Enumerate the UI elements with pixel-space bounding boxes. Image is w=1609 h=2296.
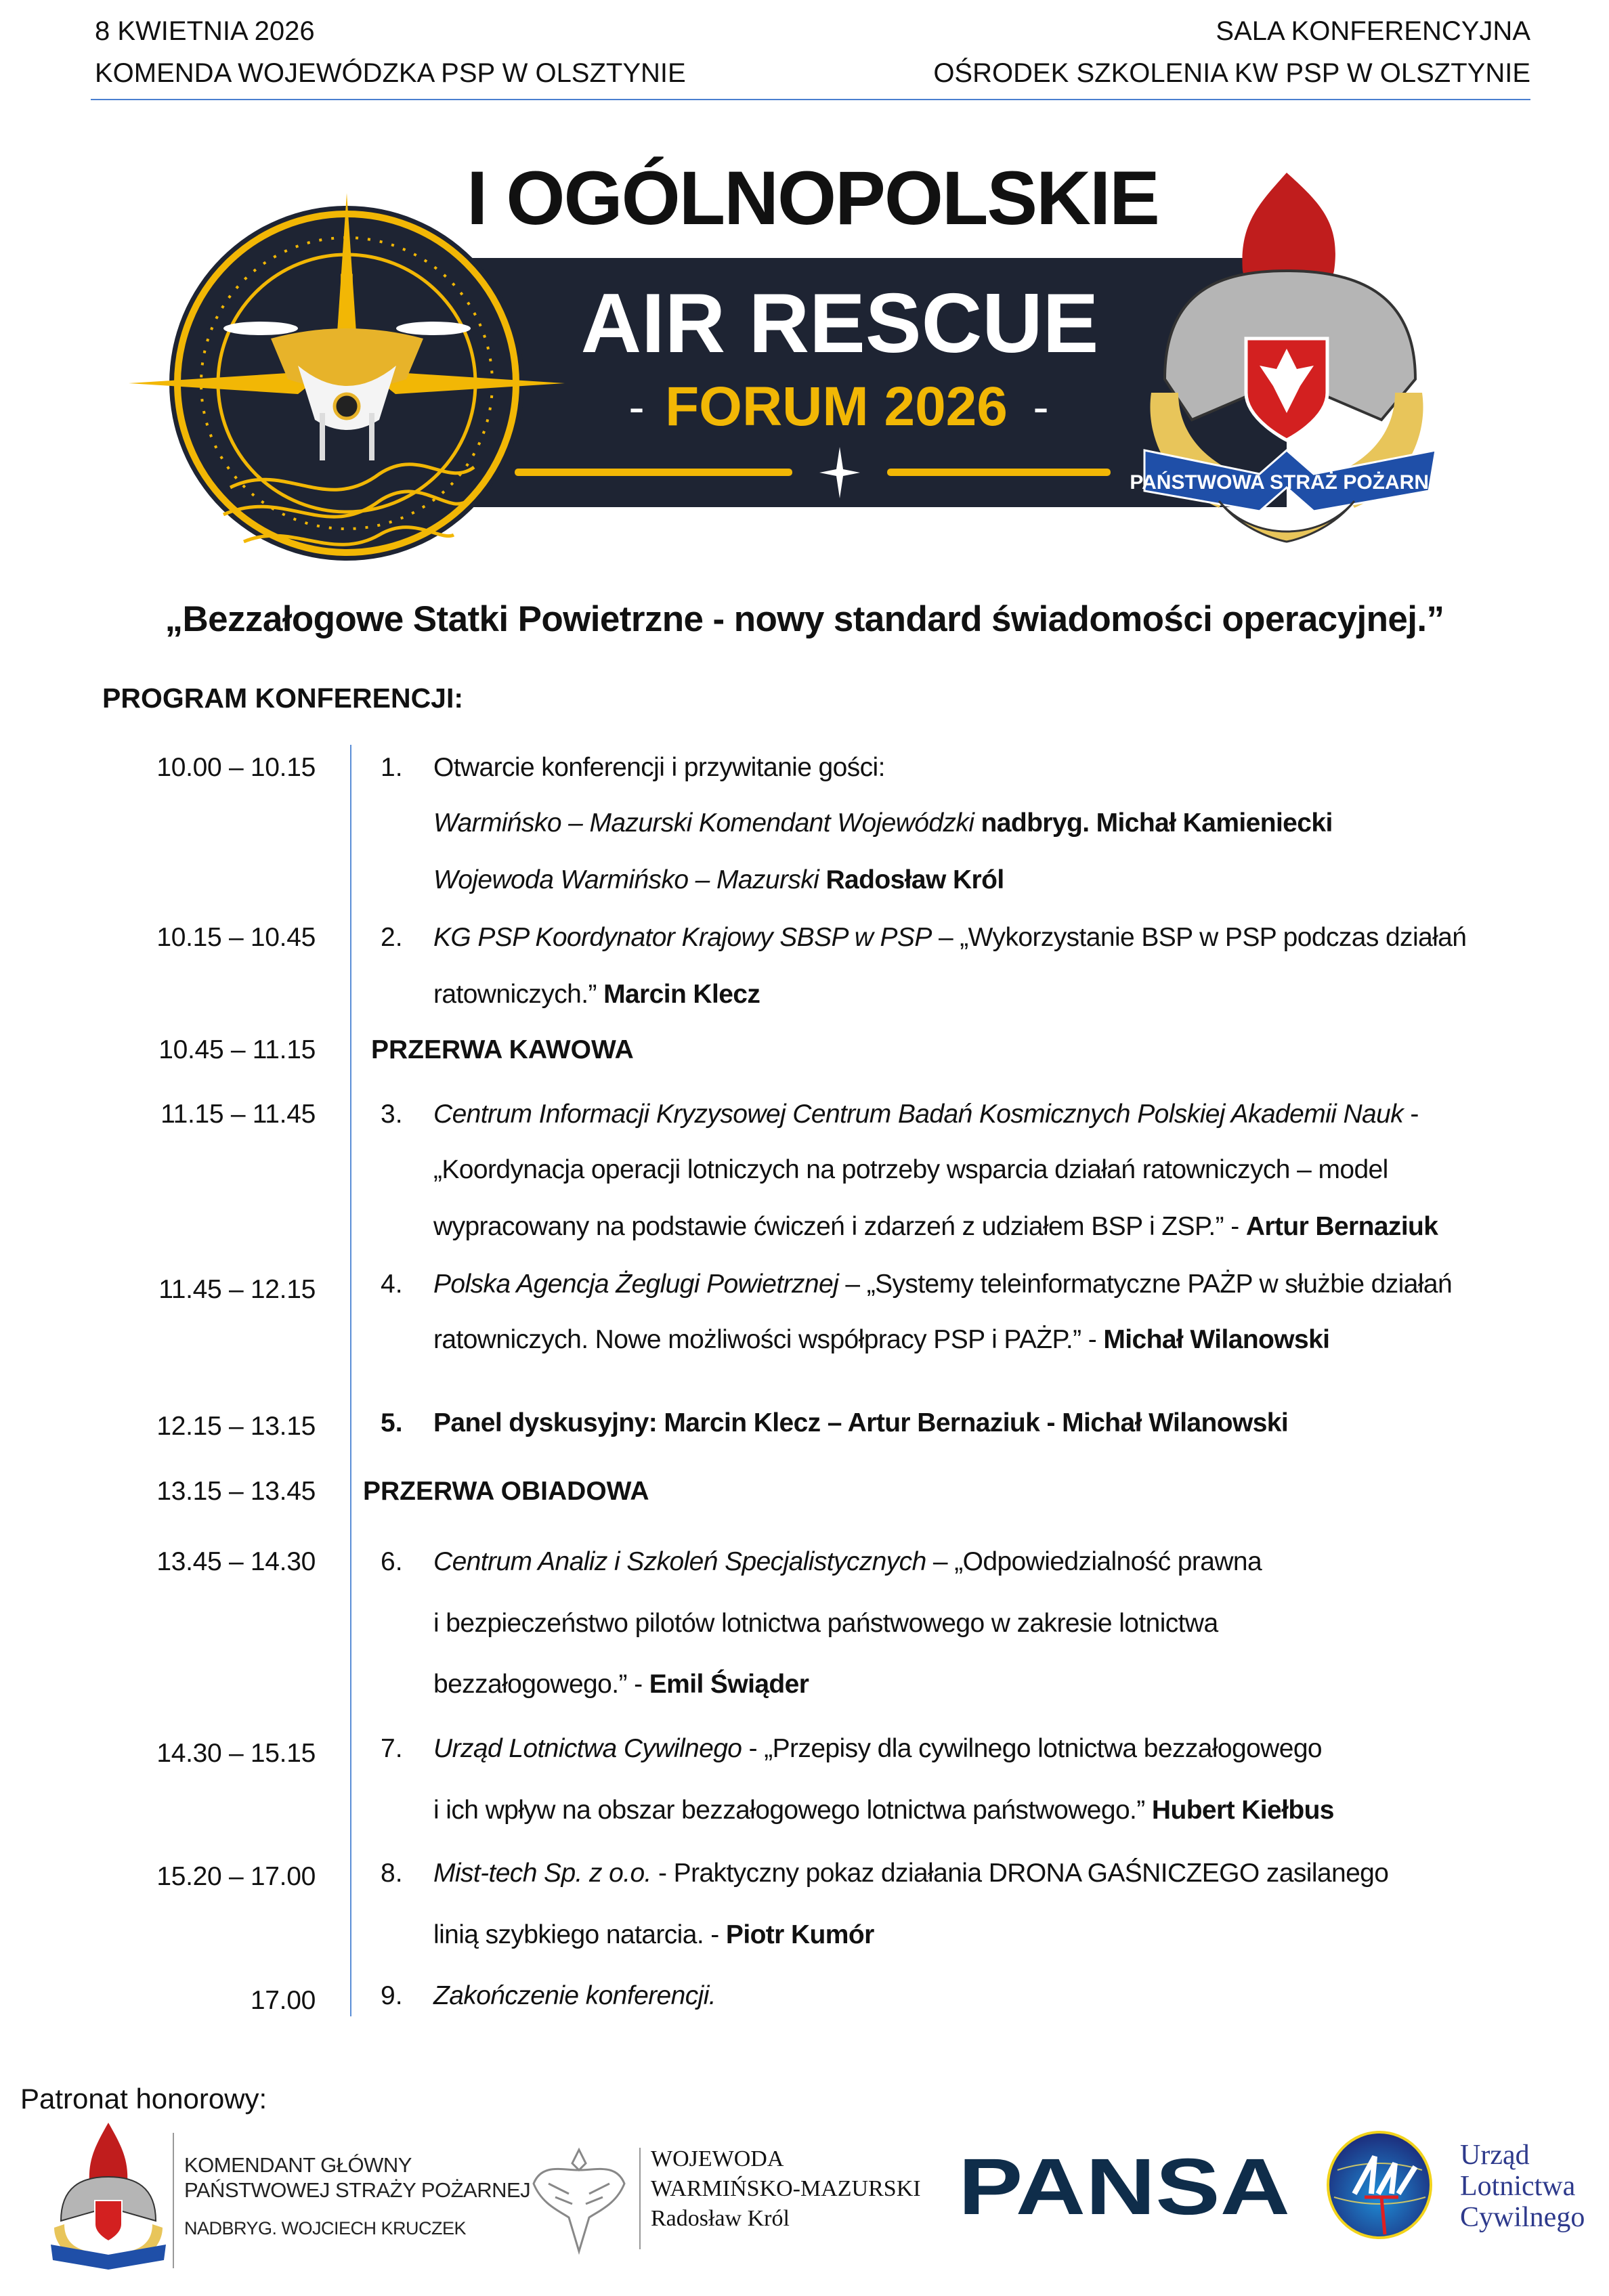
speaker-name: Panel dyskusyjny: Marcin Klecz – Artur Bernaziuk - Michał Wilanowski (433, 1408, 1289, 1437)
wojewoda-divider (639, 2148, 641, 2249)
topic-text: - „Przepisy dla cywilnego lotnictwa bezzałogowego (742, 1734, 1322, 1763)
program-item-number: 5. (381, 1408, 403, 1437)
program-timeline-line (350, 745, 351, 2016)
program-item-line (433, 1981, 716, 2011)
program-item-line (433, 1270, 1452, 1299)
speaker-name: Emil Świąder (649, 1670, 809, 1699)
program-item-line (433, 1796, 1334, 1825)
program-time: 14.30 – 15.15 (156, 1739, 316, 1768)
ulc-line2: Lotnictwa (1460, 2171, 1576, 2202)
program-time: 10.45 – 11.15 (158, 1035, 316, 1064)
psp-logo-icon (47, 2119, 169, 2275)
gold-line-right (887, 469, 1111, 476)
program-break: PRZERWA KAWOWA (371, 1035, 634, 1064)
psp-line3: NADBRYG. WOJCIECH KRUCZEK (184, 2218, 467, 2238)
program-time: 15.20 – 17.00 (156, 1862, 316, 1891)
gold-line-left (515, 469, 792, 476)
topic-text: „Koordynacja operacji lotniczych na potrzeby wsparcia działań ratowniczych – model (433, 1155, 1388, 1184)
program-item-line (433, 1212, 1438, 1242)
program-item-number: 4. (381, 1270, 403, 1299)
topic-text: – „Systemy teleinformatyczne PAŻP w służbie działań (838, 1270, 1453, 1299)
speaker-name: Artur Bernaziuk (1245, 1212, 1438, 1241)
svg-text:-: - (628, 381, 645, 433)
institution-name: Urząd Lotnictwa Cywilnego (433, 1734, 742, 1763)
institution-name: Wojewoda Warmińsko – Mazurski (433, 865, 826, 894)
program-heading: PROGRAM KONFERENCJI: (102, 683, 464, 714)
program-time: 17.00 (250, 1986, 316, 2015)
program-item-number: 6. (381, 1547, 403, 1576)
program-item-number: 2. (381, 923, 403, 952)
speaker-name: nadbryg. Michał Kamieniecki (981, 808, 1333, 838)
program-item-line (433, 1920, 874, 1950)
institution-name: Centrum Informacji Kryzysowej Centrum Badań Kosmicznych Polskiej Akademii Nauk (433, 1100, 1404, 1129)
air-rescue-banner (0, 0, 1609, 582)
wojewoda-line1: WOJEWODA (651, 2146, 784, 2171)
speaker-name: Radosław Król (825, 865, 1004, 894)
topic-text: ratowniczych. Nowe możliwości współpracy PSP i PAŻP.” - (433, 1325, 1104, 1354)
institution-name: KG PSP Koordynator Krajowy SBSP w PSP (433, 923, 932, 952)
program-item-line (433, 1609, 1218, 1639)
program-item-number: 1. (381, 753, 403, 782)
ulc-line1: Urząd (1460, 2140, 1530, 2171)
psp-divider (173, 2133, 174, 2268)
program-item-line (433, 923, 1466, 953)
institution-name: Polska Agencja Żeglugi Powietrznej (433, 1270, 839, 1299)
program-time: 10.15 – 10.45 (156, 923, 316, 952)
topic-text: - (1403, 1100, 1419, 1129)
program-item-line (433, 1547, 1262, 1577)
topic-text: bezzałogowego.” - (433, 1670, 649, 1699)
program-time: 11.45 – 12.15 (158, 1275, 316, 1304)
wojewoda-line2: WARMIŃSKO-MAZURSKI (651, 2176, 921, 2201)
event-name: AIR RESCUE (580, 277, 1099, 370)
speaker-name: Michał Wilanowski (1103, 1325, 1330, 1354)
program-item-number: 9. (381, 1981, 403, 2010)
topic-text: – „Wykorzystanie BSP w PSP podczas działań (931, 923, 1467, 952)
institution-name: Mist-tech Sp. z o.o. (433, 1859, 651, 1888)
institution-name: Zakończenie konferencji. (433, 1981, 716, 2010)
topic-text: Otwarcie konferencji i przywitanie gości: (433, 753, 885, 782)
program-item-line (433, 1859, 1388, 1888)
topic-text: i ich wpływ na obszar bezzałogowego lotnictwa państwowego.” (433, 1796, 1152, 1825)
svg-text:N: N (339, 270, 354, 293)
psp-line2: PAŃSTWOWEJ STRAŻY POŻARNEJ (184, 2178, 531, 2202)
topic-text: - Praktyczny pokaz działania DRONA GAŚNICZEGO zasilanego (651, 1859, 1389, 1888)
psp-ribbon-text: PAŃSTWOWA STRAŻ POŻARNA (1130, 471, 1444, 494)
program-item-line (433, 980, 760, 1010)
topic-text: ratowniczych.” (433, 980, 604, 1009)
topic-text: linią szybkiego natarcia. - (433, 1920, 726, 1949)
speaker-name: Marcin Klecz (603, 980, 760, 1009)
program-item-line (433, 1100, 1419, 1129)
topic-text: i bezpieczeństwo pilotów lotnictwa państwowego w zakresie lotnictwa (433, 1609, 1218, 1638)
event-sub: FORUM 2026 (665, 376, 1008, 437)
program-item-line (433, 1408, 1288, 1438)
program-time: 13.45 – 14.30 (156, 1547, 316, 1576)
banner-title: I OGÓLNOPOLSKIE (467, 156, 1159, 240)
program-time: 12.15 – 13.15 (156, 1412, 316, 1441)
organizer: KOMENDA WOJEWÓDZKA PSP W OLSZTYNIE (95, 58, 686, 88)
program-time: 11.15 – 11.45 (160, 1100, 316, 1129)
program-item-line (433, 865, 1004, 895)
program-item-number: 3. (381, 1100, 403, 1129)
pansa-wordmark: PANSA (958, 2146, 1290, 2228)
program-item-line (433, 1670, 809, 1699)
ulc-logo-icon (1324, 2129, 1436, 2241)
program-item-line (433, 753, 885, 783)
speaker-name: Piotr Kumór (725, 1920, 874, 1949)
psp-line1: KOMENDANT GŁÓWNY (184, 2153, 412, 2177)
ulc-line3: Cywilnego (1460, 2202, 1585, 2233)
polish-eagle-icon (528, 2143, 630, 2258)
program-item-line (433, 1734, 1322, 1764)
psp-emblem-icon (1130, 173, 1443, 542)
program-time: 10.00 – 10.15 (156, 753, 316, 782)
patron-label: Patronat honorowy: (20, 2083, 267, 2115)
program-item-line (433, 1325, 1329, 1355)
venue: OŚRODEK SZKOLENIA KW PSP W OLSZTYNIE (933, 58, 1530, 88)
program-time: 13.15 – 13.45 (156, 1477, 316, 1506)
room: SALA KONFERENCYJNA (1216, 16, 1530, 46)
program-item-number: 8. (381, 1859, 403, 1888)
institution-name: Warmińsko – Mazurski Komendant Wojewódzki (433, 808, 981, 838)
program-item-line (433, 1155, 1388, 1185)
program-break: PRZERWA OBIADOWA (363, 1477, 649, 1506)
institution-name: Centrum Analiz i Szkoleń Specjalistycznych (433, 1547, 926, 1576)
topic-text: – „Odpowiedzialność prawna (926, 1547, 1262, 1576)
event-date: 8 KWIETNIA 2026 (95, 16, 315, 46)
topic-text: wypracowany na podstawie ćwiczeń i zdarzeń z udziałem BSP i ZSP.” - (433, 1212, 1246, 1241)
wojewoda-line3: Radosław Król (651, 2206, 790, 2231)
program-item-line (433, 808, 1333, 838)
speaker-name: Hubert Kiełbus (1151, 1796, 1334, 1825)
program-item-number: 7. (381, 1734, 403, 1763)
pansa-logo (951, 2146, 1297, 2228)
conference-subtitle: „Bezzałogowe Statki Powietrzne - nowy standard świadomości operacyjnej.” (165, 599, 1444, 639)
svg-text:-: - (1033, 381, 1049, 433)
